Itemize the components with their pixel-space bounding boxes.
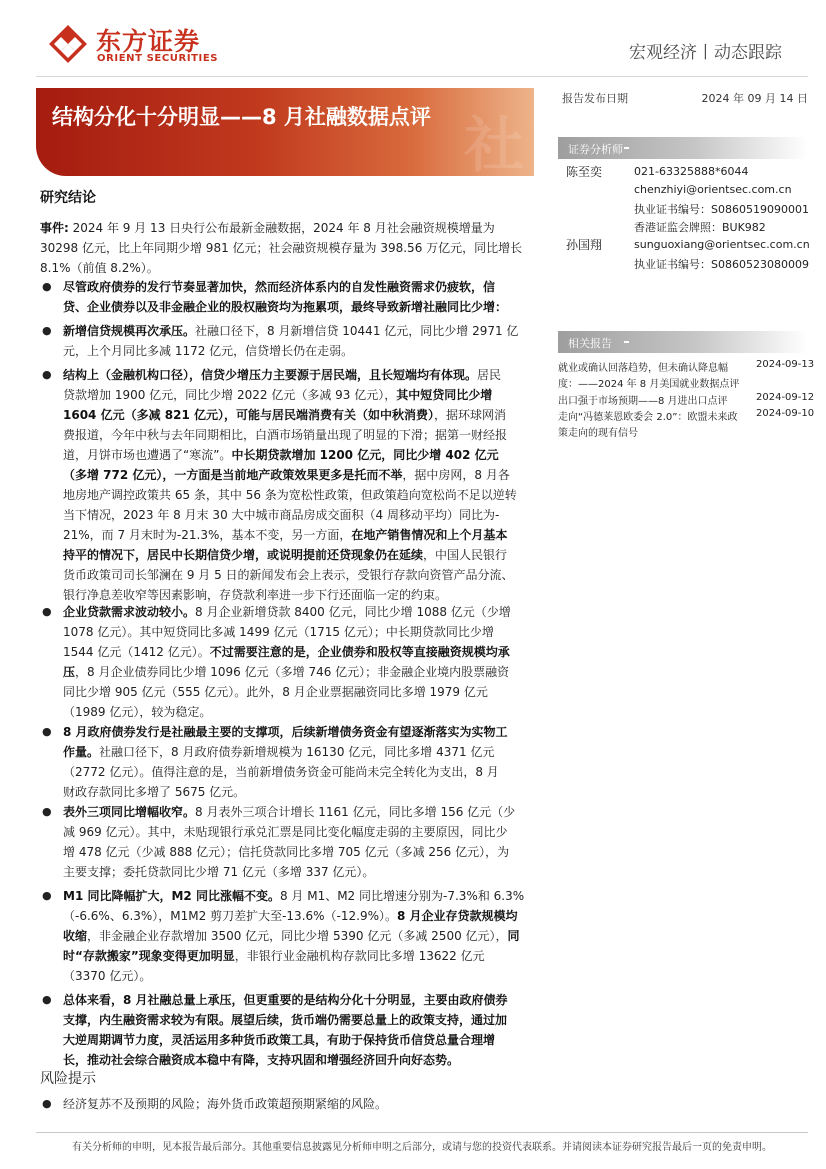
bullet-dot: ● xyxy=(42,368,52,381)
text: 减 969 亿元）。其中，未贴现银行承兑汇票是同比变化幅度走弱的主要原因，同比少 xyxy=(63,825,508,839)
report-date-row xyxy=(562,90,808,106)
text-line xyxy=(63,602,511,622)
text-line xyxy=(63,341,353,361)
text-line xyxy=(63,682,488,702)
text: 30298 亿元，比上年同期少增 981 亿元；社会融资规模存量为 398.56 万亿元，同比增长 xyxy=(40,241,523,255)
analyst-contact: sunguoxiang@orientsec.com.cn xyxy=(634,238,810,251)
text: 1544 亿元（1412 亿元）。 xyxy=(63,645,210,659)
related-report-date: 2024-09-13 xyxy=(756,359,815,370)
text-line xyxy=(63,842,509,862)
analyst-name: 孙国翔 xyxy=(566,238,603,252)
text-line xyxy=(63,742,494,762)
text: ，据中房网，8 月各 xyxy=(402,468,510,482)
text: （3370 亿元）。 xyxy=(63,969,152,983)
text-line xyxy=(63,762,499,782)
bold-text: 表外三项同比增幅收窄。 xyxy=(63,805,196,819)
text-line xyxy=(63,321,518,341)
bold-text: 其中短贷同比少增 xyxy=(396,388,493,402)
bullet-dot: ● xyxy=(42,605,52,618)
footer-disclaimer: 有关分析师的申明，见本报告最后部分。其他重要信息披露见分析师申明之后部分，或请与您的投资代表联系。并请阅读本证券研究报告最后一页的免责申明。 xyxy=(72,1142,772,1153)
bold-text: 作量。 xyxy=(63,745,100,759)
text: 元，上个月同比多减 1172 亿元，信贷增长仍在走弱。 xyxy=(63,344,354,358)
text-line xyxy=(63,385,492,405)
text: ，据环球网消 xyxy=(433,408,506,422)
text: 1078 亿元）。其中短贷同比多减 1499 亿元（1715 亿元）；中长期贷款同比少增 xyxy=(63,625,494,639)
bold-text: 贷、企业债券以及非金融企业的股权融资均为拖累项，最终导致新增社融同比少增： xyxy=(63,300,508,314)
related-report-title[interactable]: 度：——2024 年 8 月美国就业数据点评 xyxy=(558,379,740,390)
text: 同比少增 905 亿元（555 亿元）。此外，8 月企业票据融资同比多增 1979 亿元 xyxy=(63,685,488,699)
text-line xyxy=(63,405,506,425)
text-line xyxy=(63,702,211,722)
related-report-date: 2024-09-12 xyxy=(756,392,815,403)
bullet-dot: ● xyxy=(42,993,52,1006)
text-line xyxy=(63,886,524,906)
text: 主要支撑；委托贷款同比少增 71 亿元（多增 337 亿元）。 xyxy=(63,865,375,879)
analyst-contact: chenzhiyi@orientsec.com.cn xyxy=(634,183,792,196)
text-line xyxy=(63,642,510,662)
risk-title: 风险提示 xyxy=(40,1071,96,1087)
header-dash xyxy=(624,147,629,149)
bold-text: （多增 772 亿元），一方面是当前地产政策效果更多是托而不举 xyxy=(63,468,403,482)
text-line xyxy=(63,425,507,445)
bold-text: 尽管政府债券的发行节奏显著加快，然而经济体系内的自发性融资需求仍疲软，信 xyxy=(63,280,496,294)
text-line xyxy=(63,505,499,525)
bold-text: 新增信贷规模再次承压。 xyxy=(63,324,196,338)
bullet-dot: ● xyxy=(42,324,52,337)
related-report-title[interactable]: 出口强于市场预期——8 月进出口点评 xyxy=(558,396,728,407)
text-line xyxy=(63,906,518,926)
report-date-value: 2024 年 09 月 14 日 xyxy=(701,92,808,105)
bold-text: 中长期贷款增加 1200 亿元，同比少增 402 亿元 xyxy=(231,448,499,462)
text: 8 月 M1、M2 同比增速分别为-7.3%和 6.3% xyxy=(279,889,525,903)
analyst-contact: 执业证书编号：S0860523080009 xyxy=(634,258,809,271)
text: （1989 亿元），较为稳定。 xyxy=(63,705,212,719)
text-line xyxy=(63,782,245,802)
text: 社融口径下，8 月政府债券新增规模为 16130 亿元，同比多增 4371 亿元 xyxy=(99,745,495,759)
text-line xyxy=(63,525,507,545)
related-report-date: 2024-09-10 xyxy=(756,408,815,419)
header-divider xyxy=(36,76,808,77)
text: （2772 亿元）。值得注意的是，当前新增债务资金可能尚未完全转化为支出，8 月 xyxy=(63,765,499,779)
text: 货币政策司司长邹澜在 9 月 5 日的新闻发布会上表示，受银行存款向资管产品分流、 xyxy=(63,568,514,582)
report-category: 宏观经济丨动态跟踪 xyxy=(629,43,782,63)
text: 21%，而 7 月末时为-21.3%，基本不变，另一方面， xyxy=(63,528,352,542)
text-line xyxy=(63,277,495,297)
bold-text: 在地产销售情况和上个月基本 xyxy=(351,528,508,542)
text: ，非银行业金融机构存款同比多增 13622 亿元 xyxy=(234,949,485,963)
related-section-title: 相关报告 xyxy=(568,337,612,350)
text-line xyxy=(63,565,514,585)
text: 当下情况，2023 年 8 月末 30 大中城市商品房成交面积（4 周移动平均）同比为- xyxy=(63,508,500,522)
text: （-6.6%、6.3%），M1M2 剪刀差扩大至-13.6%（-12.9%）。 xyxy=(63,909,397,923)
bold-text: 大逆周期调节力度，灵活运用多种货币政策工具，有助于保持货币信贷总量合理增 xyxy=(63,1033,496,1047)
bullet-dot: ● xyxy=(42,805,52,818)
related-report-title[interactable]: 走向“冯德莱恩欧委会 2.0”：欧盟未来政 xyxy=(558,412,738,423)
text: 8 月表外三项合计增长 1161 亿元，同比多增 156 亿元（少 xyxy=(195,805,516,819)
text: 道，月饼市场也遭遇了“寒流”。 xyxy=(63,448,232,462)
text: ，中国人民银行 xyxy=(423,548,508,562)
text-line xyxy=(63,445,499,465)
bold-text: M1 同比降幅扩大，M2 同比涨幅不变。 xyxy=(63,889,280,903)
bold-text: 不过需要注意的是，企业债券和股权等直接融资规模均承 xyxy=(209,645,510,659)
bold-text: 长，推动社会综合融资成本稳中有降，支持巩固和增强经济回升向好态势。 xyxy=(63,1053,460,1067)
text: ，8 月企业债券同比少增 1096 亿元（多增 746 亿元）；非金融企业境内股票融资 xyxy=(75,665,510,679)
bold-text: 8 月政府债券发行是社融最主要的支撑项，后续新增债务资金有望逐渐落实为实物工 xyxy=(63,725,508,739)
text-line xyxy=(63,622,494,642)
bold-text: 结构上（金融机构口径），信贷少增压力主要源于居民端，且长短端均有体现。 xyxy=(63,368,478,382)
analyst-contact: 执业证书编号：S0860519090001 xyxy=(634,203,809,216)
text-line xyxy=(63,365,501,385)
bold-text: 8 月企业存贷款规模均 xyxy=(397,909,518,923)
risk-item: 经济复苏不及预期的风险；海外货币政策超预期紧缩的风险。 xyxy=(63,1097,388,1111)
bold-text: 总体来看，8 月社融总量上承压，但更重要的是结构分化十分明显，主要由政府债券 xyxy=(63,993,508,1007)
bold-text: 企业贷款需求波动较小。 xyxy=(63,605,196,619)
analyst-contact: 021-63325888*6044 xyxy=(634,165,749,178)
bullet-dot: ● xyxy=(42,280,52,293)
text: 8.1%（前值 8.2%）。 xyxy=(40,261,159,275)
text-line xyxy=(63,802,515,822)
text-line xyxy=(63,297,507,317)
bold-text: 同 xyxy=(507,929,520,943)
text-line xyxy=(63,862,374,882)
related-report-title[interactable]: 策走向的现有信号 xyxy=(558,428,638,439)
bullet-dot: ● xyxy=(42,1097,52,1110)
text-line xyxy=(63,1050,459,1070)
text: 社融口径下，8 月新增信贷 10441 亿元，同比少增 2971 亿 xyxy=(195,324,519,338)
title-banner xyxy=(36,88,534,176)
text-line xyxy=(63,822,508,842)
bullet-dot: ● xyxy=(42,889,52,902)
text: 8 月企业新增贷款 8400 亿元，同比少增 1088 亿元（少增 xyxy=(195,605,511,619)
text: 贷款增加 1900 亿元，同比少增 2022 亿元（多减 93 亿元）， xyxy=(63,388,397,402)
bold-text: 事件: xyxy=(40,221,69,235)
text: 增 478 亿元（少减 888 亿元）；信托贷款同比多增 705 亿元（多减 256 亿元），为 xyxy=(63,845,510,859)
text: 居民 xyxy=(477,368,502,382)
bold-text: 时“存款搬家”现象变得更加明显 xyxy=(63,949,235,963)
text: ，非金融企业存款增加 3500 亿元，同比少增 5390 亿元（多减 2500 亿元）， xyxy=(87,929,508,943)
text-line xyxy=(63,485,517,505)
text-line xyxy=(63,946,485,966)
title-watermark: 社 xyxy=(464,111,524,176)
text-line xyxy=(63,1010,507,1030)
header-dash xyxy=(624,341,629,343)
text-line xyxy=(40,258,159,278)
bold-text: 支撑，内生融资需求较为有限。展望后续，货币端仍需要总量上的政策支持，通过加 xyxy=(63,1013,508,1027)
related-section-header xyxy=(558,331,808,353)
analyst-contact: 香港证监会牌照：BUK982 xyxy=(634,221,766,234)
text-line xyxy=(63,1030,495,1050)
text-line xyxy=(63,465,510,485)
footer-divider xyxy=(36,1132,808,1133)
text: 财政存款同比多增了 5675 亿元。 xyxy=(63,785,246,799)
analyst-name: 陈至奕 xyxy=(566,165,603,179)
bold-text: 持平的情况下，居民中长期信贷少增，或说明提前还贷现象仍在延续 xyxy=(63,548,424,562)
text: 费报道，今年中秋与去年同期相比，白酒市场销量出现了明显的下滑；据第一财经报 xyxy=(63,428,508,442)
text-line xyxy=(63,990,508,1010)
bold-text: 1604 亿元（多减 821 亿元），可能与居民端消费有关（如中秋消费） xyxy=(63,408,434,422)
text: 2024 年 9 月 13 日央行公布最新金融数据，2024 年 8 月社会融资规模增量为 xyxy=(68,221,495,235)
text-line xyxy=(40,218,495,238)
bold-text: 收缩 xyxy=(63,929,88,943)
related-report-title[interactable]: 就业或确认回落趋势，但未确认降息幅 xyxy=(558,363,728,374)
conclusion-title: 研究结论 xyxy=(40,190,96,206)
bold-text: 压 xyxy=(63,665,76,679)
text-line xyxy=(63,926,520,946)
text-line xyxy=(63,662,509,682)
report-date-label: 报告发布日期 xyxy=(562,92,628,105)
text: 银行净息差收窄等因素影响，存贷款利率进一步下行还面临一定的约束。 xyxy=(63,588,448,602)
text-line xyxy=(40,238,522,258)
logo-text-en: ORIENT SECURITIES xyxy=(97,53,219,64)
logo-mark-icon xyxy=(48,24,88,64)
bullet-dot: ● xyxy=(42,725,52,738)
text-line xyxy=(63,966,151,986)
logo-text-cn: 东方证券 xyxy=(96,27,201,56)
analyst-section-header xyxy=(558,137,808,159)
text: 地房地产调控政策共 65 条，其中 56 条为宽松性政策，但政策趋向宽松尚不足以逆转 xyxy=(63,488,517,502)
logo xyxy=(48,20,228,68)
analyst-section-title: 证券分析师 xyxy=(568,143,623,156)
text-line xyxy=(63,722,508,742)
text-line xyxy=(63,545,507,565)
report-title: 结构分化十分明显——8 月社融数据点评 xyxy=(52,105,431,129)
